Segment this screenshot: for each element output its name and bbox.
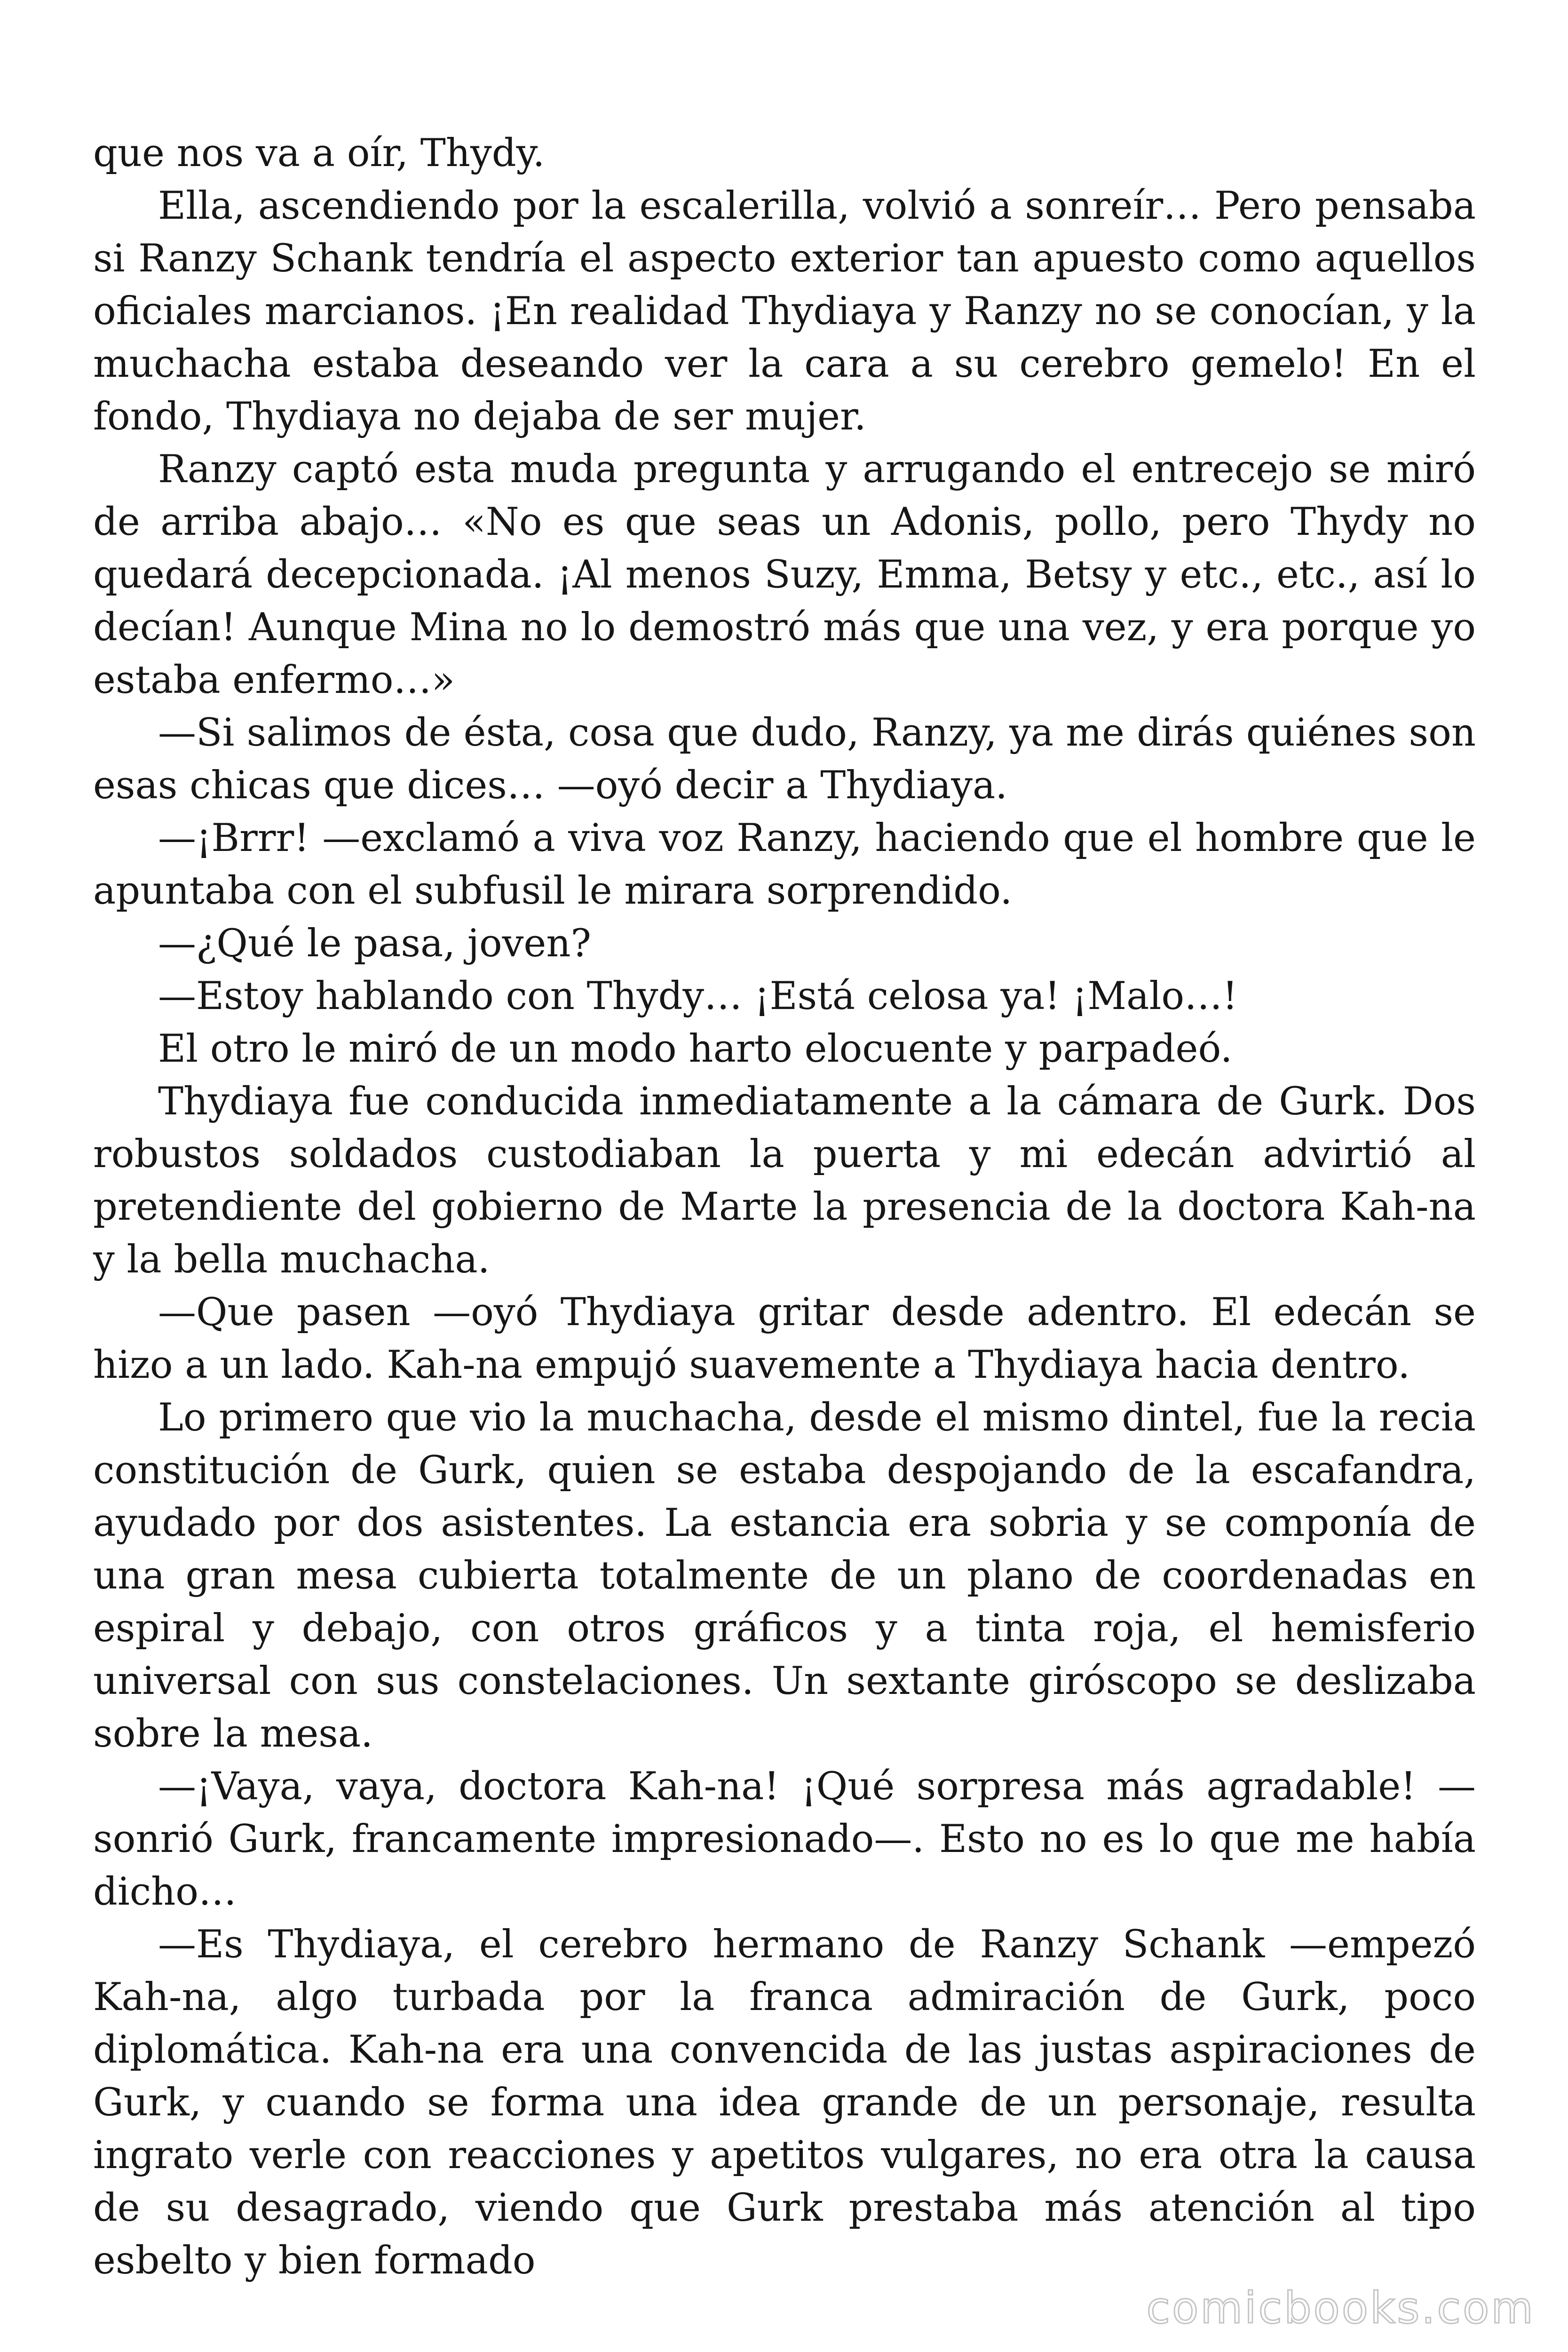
paragraph-9: Thydiaya fue conducida inmediatamente a la cámara de Gurk. Dos robustos soldados custodiaban la puerta y mi edecán advirtió al pretendiente del gobierno de Marte la presencia de la doctora Kah-na y la bella muchacha. xyxy=(93,1080,1476,1282)
paragraph-11: Lo primero que vio la muchacha, desde el mismo dintel, fue la recia constitución de Gurk, quien se estaba despojando de la escafandra, ayudado por dos asistentes. La estancia era sobria y se componía de una gran mesa cubierta totalmente de un plano de coordenadas en espiral y debajo, con otros gráficos y a tinta roja, el hemisferio universal con sus constelaciones. Un sextante giróscopo se deslizaba sobre la mesa. xyxy=(93,1396,1476,1756)
paragraph-10: —Que pasen —oyó Thydiaya gritar desde adentro. El edecán se hizo a un lado. Kah-na empujó suavemente a Thydiaya hacia dentro. xyxy=(93,1290,1476,1387)
paragraph-12: —¡Vaya, vaya, doctora Kah-na! ¡Qué sorpresa más agradable! —sonrió Gurk, francamente impresionado—. Esto no es lo que me había dicho… xyxy=(93,1764,1476,1914)
paragraph-4: —Si salimos de ésta, cosa que dudo, Ranzy, ya me dirás quiénes son esas chicas que dices… —oyó decir a Thydiaya. xyxy=(93,711,1476,808)
page-body xyxy=(93,127,1476,2287)
paragraph-5: —¡Brrr! —exclamó a viva voz Ranzy, haciendo que el hombre que le apuntaba con el subfusil le mirara sorprendido. xyxy=(93,816,1476,913)
watermark-logo: comicbooks.com xyxy=(1146,2283,1535,2333)
paragraph-8: El otro le miró de un modo harto elocuente y parpadeó. xyxy=(158,1027,1233,1071)
paragraph-1: que nos va a oír, Thydy. xyxy=(93,131,545,175)
paragraph-13: —Es Thydiaya, el cerebro hermano de Ranzy Schank —empezó Kah-na, algo turbada por la franca admiración de Gurk, poco diplomática. Kah-na era una convencida de las justas aspiraciones de Gurk, y cuando se forma una idea grande de un personaje, resulta ingrato verle con reacciones y apetitos vulgares, no era otra la causa de su desagrado, viendo que Gurk prestaba más atención al tipo esbelto y bien formado xyxy=(93,1923,1476,2283)
paragraph-2: Ella, ascendiendo por la escalerilla, volvió a sonreír… Pero pensaba si Ranzy Schank tendría el aspecto exterior tan apuesto como aquellos oficiales marcianos. ¡En realidad Thydiaya y Ranzy no se conocían, y la muchacha estaba deseando ver la cara a su cerebro gemelo! En el fondo, Thydiaya no dejaba de ser mujer. xyxy=(93,184,1476,439)
paragraph-3: Ranzy captó esta muda pregunta y arrugando el entrecejo se miró de arriba abajo… «No es que seas un Adonis, pollo, pero Thydy no quedará decepcionada. ¡Al menos Suzy, Emma, Betsy y etc., etc., así lo decían! Aunque Mina no lo demostró más que una vez, y era porque yo estaba enfermo…» xyxy=(93,447,1476,702)
paragraph-6: —¿Qué le pasa, joven? xyxy=(158,922,591,966)
paragraph-7: —Estoy hablando con Thydy… ¡Está celosa ya! ¡Malo…! xyxy=(158,974,1238,1018)
